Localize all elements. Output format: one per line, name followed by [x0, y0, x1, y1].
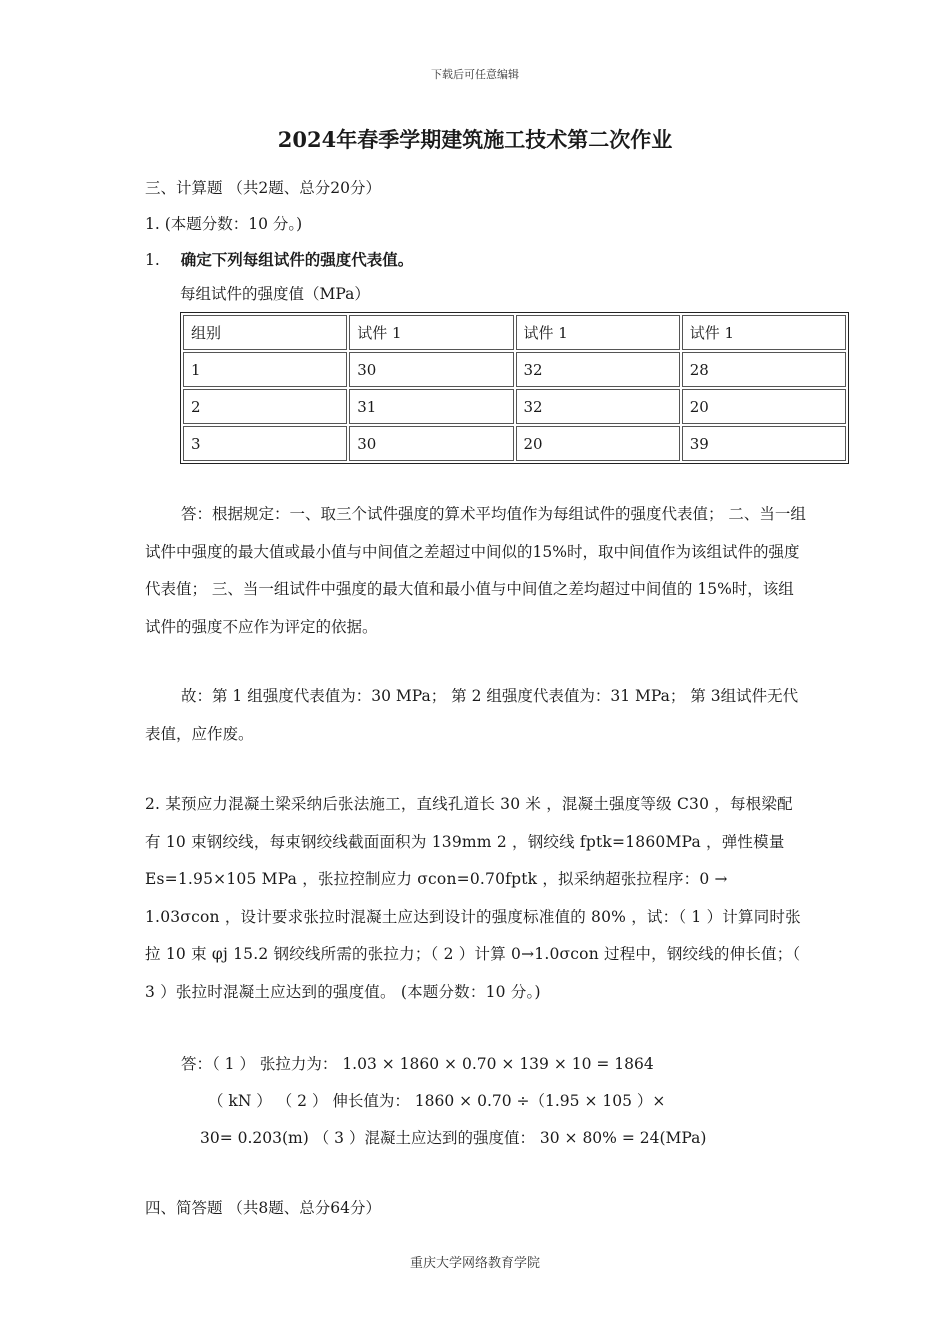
question-1-prompt	[145, 248, 413, 270]
table-cell: 31	[349, 389, 513, 424]
question-2-answer-line-3: 30= 0.203(m) （ 3 ）混凝土应达到的强度值： 30 × 80% = 24(MPa)	[200, 1129, 707, 1147]
table-header-cell: 试件 1	[516, 315, 680, 350]
table-cell: 20	[682, 389, 846, 424]
table-cell: 28	[682, 352, 846, 387]
footer: 重庆大学网络教育学院	[409, 1256, 540, 1271]
table-cell: 2	[183, 389, 347, 424]
table-cell: 39	[682, 426, 846, 461]
table-cell: 30	[349, 426, 513, 461]
table-cell: 3	[183, 426, 347, 461]
strength-table	[180, 312, 849, 464]
table-row	[183, 352, 846, 387]
page-title: 2024年春季学期建筑施工技术第二次作业	[277, 127, 673, 152]
table-cell: 1	[183, 352, 347, 387]
table-row	[183, 426, 846, 461]
table-caption: 每组试件的强度值（MPa）	[180, 285, 370, 303]
question-1-conclusion: 故：第 1 组强度代表值为：30 MPa； 第 2 组强度代表值为：31 MPa； 第 3组试件无代表值，应作废。	[145, 687, 799, 743]
table-row	[183, 389, 846, 424]
table-cell: 20	[516, 426, 680, 461]
section-3-heading: 三、计算题 （共2题、总分20分）	[145, 179, 382, 197]
question-2-answer-line-1: 答：（ 1 ） 张拉力为： 1.03 × 1860 × 0.70 × 139 × 10 = 1864	[181, 1055, 654, 1073]
table-header-cell: 组别	[183, 315, 347, 350]
question-2-answer-line-2: （ kN ） （ 2 ） 伸长值为： 1860 × 0.70 ÷（1.95 × 105 ）×	[208, 1092, 666, 1110]
table-header-cell: 试件 1	[349, 315, 513, 350]
table-cell: 32	[516, 352, 680, 387]
question-1-prompt-text: 确定下列每组试件的强度代表值。	[180, 250, 414, 269]
section-4-heading: 四、简答题 （共8题、总分64分）	[145, 1199, 382, 1217]
question-1-answer: 答：根据规定：一、取三个试件强度的算术平均值作为每组试件的强度代表值； 二、当一组试件中强度的最大值或最小值与中间值之差超过中间似的15%时，取中间值作为该组试件的强度代表值； 三、当一组试件中强度的最大值和最小值与中间值之差均超过中间值的 15%时，该组试件的强度不应作为评定的依据。	[145, 505, 806, 636]
table-cell: 32	[516, 389, 680, 424]
question-1-score: 1. (本题分数：10 分。)	[145, 215, 303, 233]
header-note: 下载后可任意编辑	[431, 68, 519, 81]
question-1-number: 1.	[145, 251, 160, 269]
table-header-cell: 试件 1	[682, 315, 846, 350]
question-2-text: 2. 某预应力混凝土梁采纳后张法施工，直线孔道长 30 米 ，混凝土强度等级 C30 ，每根梁配有 10 束钢绞线，每束钢绞线截面面积为 139mm 2 ，钢绞线 fptk=1860MPa ，弹性模量 Es=1.95×105 MPa ，张拉控制应力 σcon=0.70fptk ，拟采纳超张拉程序：0 → 1.03σcon ，设计要求张拉时混凝土应达到设计的强度标准值的 80% ，试：（ 1 ）计算同时张拉 10 束 φj 15.2 钢绞线所需的张拉力；（ 2 ）计算 0→1.0σcon 过程中，钢绞线的伸长值；（ 3 ）张拉时混凝土应达到的强度值。 (本题分数：10 分。)	[145, 795, 801, 1001]
table-cell: 30	[349, 352, 513, 387]
table-header-row	[183, 315, 846, 350]
